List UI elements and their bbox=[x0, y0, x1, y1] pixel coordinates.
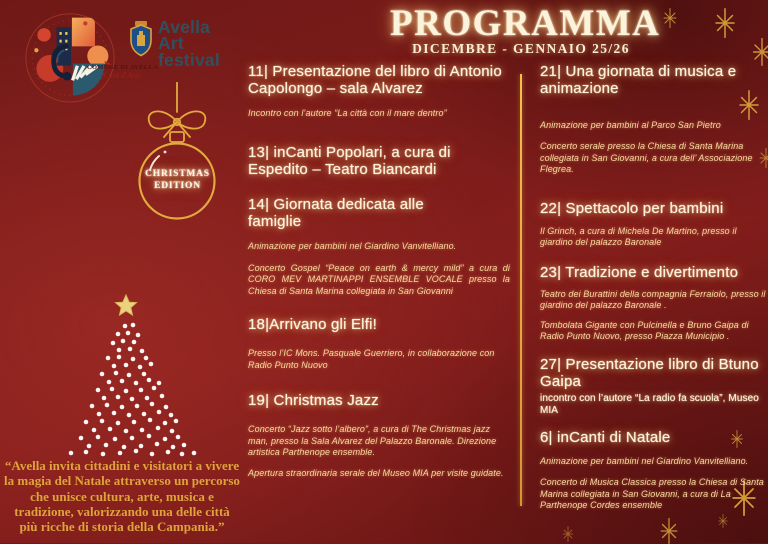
event-note: Concerto Gospel “Peace on earth & mercy mild” a cura di CORO MEV MARTINAPPI ENSEMBLE VOCALE presso la Chiesa di Santa Marina collegiata in San Giovanni bbox=[248, 262, 510, 296]
badge-line: EDITION bbox=[154, 180, 201, 191]
comune-crest-icon bbox=[129, 21, 153, 57]
comune-name: COMUNE DI AVELLA bbox=[87, 64, 159, 71]
event-note: Teatro dei Burattini della compagnia Ferraiolo, presso il giardino del palazzo Baronale . bbox=[540, 288, 766, 311]
event-title: 19| Christmas Jazz bbox=[248, 392, 379, 410]
event-note: Concerto di Musica Classica presso la Chiesa di Santa Marina collegiata in San Giovanni, a cura di La Parthenope Cordes ensemble bbox=[540, 477, 764, 511]
badge-line: CHRISTMAS bbox=[145, 169, 210, 179]
page-subtitle: DICEMBRE - GENNAIO 25/26 bbox=[412, 41, 630, 56]
event-note: Il Grinch, a cura di Michela De Martino, presso il giardino del palazzo Baronale bbox=[540, 225, 737, 248]
sparkle-icon bbox=[710, 8, 740, 38]
event-title: 11| Presentazione del libro di Antonio Capolongo – sala Alvarez bbox=[248, 63, 502, 97]
page-title: PROGRAMMA bbox=[390, 3, 661, 44]
christmas-tree-icon bbox=[56, 290, 211, 462]
event-item bbox=[248, 197, 510, 297]
event-note: Incontro con l’autore “La città con il mare dentro” bbox=[248, 107, 447, 118]
festival-line: festival bbox=[158, 49, 220, 70]
left-column bbox=[248, 64, 510, 479]
event-note: Animazione per bambini nel Giardino Vanvitelliano. bbox=[540, 455, 749, 466]
christmas-edition-badge bbox=[140, 169, 215, 193]
column-divider bbox=[520, 74, 522, 506]
sparkle-icon bbox=[656, 518, 682, 544]
event-title: 22| Spettacolo per bambini bbox=[540, 199, 724, 217]
event-note: Presso l’IC Mons. Pasquale Guerriero, in collaborazione con Radio Punto Nuovo bbox=[248, 348, 495, 370]
event-note: Concerto serale presso la Chiesa di Santa Marina collegiata in San Giovanni, a cura dell’ Associazione Flegrea. bbox=[540, 141, 753, 175]
event-item bbox=[540, 64, 766, 176]
sparkle-icon bbox=[560, 526, 576, 542]
event-item bbox=[248, 393, 510, 479]
event-title: 18|Arrivano gli Elfi! bbox=[248, 316, 377, 334]
event-note: Concerto “Jazz sotto l’albero”, a cura di The Christmas jazz man, presso la Sala Alvarez del Palazzo Baronale. Direzione artistica Parthenope ensemble. bbox=[248, 424, 497, 458]
comune-block bbox=[87, 64, 157, 80]
event-title: 23| Tradizione e divertimento bbox=[540, 263, 739, 281]
event-subnote: incontro con l’autore “La radio fa scuola”, Museo MIA bbox=[540, 392, 759, 416]
event-note: Tombolata Gigante con Pulcinella e Bruno Gaipa di Radio Punto Nuovo, presso Piazza Municipio . bbox=[540, 319, 749, 342]
right-column bbox=[540, 64, 766, 512]
festival-logo-icon bbox=[22, 8, 118, 104]
event-item bbox=[248, 145, 510, 179]
comune-tagline: Città d'Arte bbox=[103, 71, 141, 80]
festival-line: Art bbox=[158, 33, 184, 54]
christmas-ornament-icon bbox=[117, 82, 237, 234]
event-title: 14| Giornata dedicata alle famiglie bbox=[248, 196, 424, 231]
event-title: 27| Presentazione libro di Btuno Gaipa bbox=[540, 355, 759, 390]
event-item bbox=[540, 357, 766, 417]
event-item bbox=[248, 317, 510, 371]
sparkle-icon bbox=[748, 38, 768, 66]
festival-line: Avella bbox=[158, 17, 211, 37]
event-item bbox=[540, 201, 766, 249]
event-item bbox=[540, 265, 766, 343]
sparkle-icon bbox=[660, 8, 680, 28]
festival-wordmark bbox=[158, 19, 220, 68]
quote-text: “Avella invita cittadini e visitatori a vivere la magia del Natale attraverso un percorso che unisce cultura, arte, musica e tradizione, valorizzando una delle città più ricche di storia della Campania.” bbox=[4, 458, 240, 535]
event-title: 6| inCanti di Natale bbox=[540, 428, 671, 446]
event-item bbox=[540, 430, 766, 512]
event-note: Apertura straordinaria serale del Museo MIA per visite guidate. bbox=[248, 467, 504, 478]
event-item bbox=[248, 64, 510, 119]
sparkle-icon bbox=[716, 514, 730, 528]
event-title: 13| inCanti Popolari, a cura di Espedito – Teatro Biancardi bbox=[248, 144, 451, 179]
event-note: Animazione per bambini nel Giardino Vanvitelliano. bbox=[248, 241, 457, 252]
event-note: Animazione per bambini al Parco San Pietro bbox=[540, 119, 721, 130]
header bbox=[390, 2, 661, 57]
event-title: 21| Una giornata di musica e animazione bbox=[540, 63, 737, 97]
